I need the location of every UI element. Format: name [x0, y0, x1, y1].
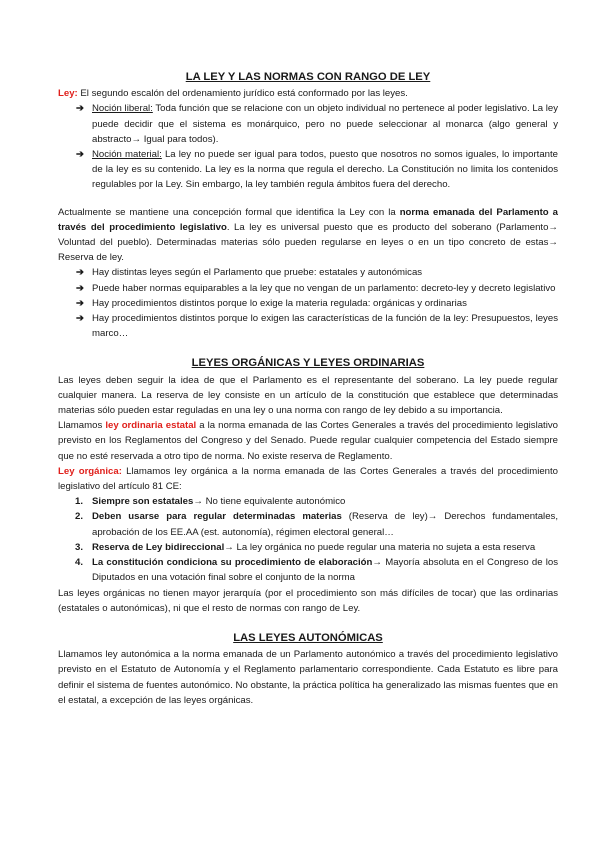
tipos-leyes-list: [58, 265, 558, 341]
nociones-list: [58, 101, 558, 192]
section-title-ley: LA LEY Y LAS NORMAS CON RANGO DE LEY: [185, 71, 431, 83]
list-item: ➔ Hay procedimientos distintos porque lo exigen las características de la función de la ley: Presupuestos, leyes marco…: [76, 313, 558, 340]
ley-ordinaria-paragraph: Llamamos ley ordinaria estatal a la norma emanada de las Cortes Generales a través del procedimiento legislativo previsto en los Reglamentos del Congreso y del Senado. Puede regular cualquier competencia del Estado siempre que no esté reservada a otro tipo de norma. No existe reserva de Reglamento.: [58, 420, 558, 462]
ley-autonomica-paragraph: Llamamos ley autonómica a la norma emanada de un Parlamento autonómico a través del procedimiento legislativo previsto en el Estatuto de Autonomía y el Reglamento parlamentario correspondiente. Cada Estatuto es libre para definir el sistema de fuentes autonómico. No obstante, la práctica política ha generalizado las mismas fuentes que en el estatal, a excepción de las leyes orgánicas.: [58, 649, 558, 706]
document-page: [58, 70, 558, 708]
ley-organica-paragraph: Ley orgánica: Llamamos ley orgánica a la norma emanada de las Cortes Generales a través del procedimiento legislativo del artículo 81 CE:: [58, 465, 558, 493]
concepcion-formal-paragraph: Actualmente se mantiene una concepción formal que identifica la Ley con la norma emanada del Parlamento a través del procedimiento legislativo. La ley es universal puesto que es producto del soberano (Parlamento→ Voluntad del pueblo). Determinadas materias sólo pueden regularse en leyes o en un tipo concreto de estas→ Reserva de ley.: [58, 206, 558, 264]
arrow-bullet-icon: ➔: [76, 282, 85, 294]
list-item: ➔ Hay distintas leyes según el Parlamento que pruebe: estatales y autonómicas: [58, 265, 558, 280]
ley-label: Ley:: [58, 88, 78, 100]
ley-organica-features-list: [58, 494, 558, 585]
ley-intro: Ley: El segundo escalón del ordenamiento jurídico está conformado por las leyes.: [58, 88, 408, 100]
jerarquia-paragraph: Las leyes orgánicas no tienen mayor jerarquía (por el procedimiento son más difíciles de tocar) que las ordinarias (estatales o autonómicas), ni que el resto de normas con rango de Ley.: [58, 587, 558, 614]
list-item: 2. Deben usarse para regular determinadas materias (Reserva de ley)→ Derechos fundamentales, aprobación de los EE.AA (est. autonomía), régimen electoral general…: [75, 511, 558, 538]
section-title-autonomicas: LAS LEYES AUTONÓMICAS: [233, 631, 383, 644]
list-item: 4. La constitución condiciona su procedimiento de elaboración→ Mayoría absoluta en el Congreso de los Diputados en una votación final sobre el conjunto de la norma: [75, 557, 558, 584]
list-item: ➔ Puede haber normas equiparables a la ley que no vengan de un parlamento: decreto-ley y decreto legislativo: [58, 281, 558, 296]
arrow-bullet-icon: ➔: [76, 313, 85, 325]
arrow-bullet-icon: ➔: [76, 297, 85, 309]
section-title-organicas: LEYES ORGÁNICAS Y LEYES ORDINARIAS: [191, 357, 425, 370]
reserva-ley-paragraph: Las leyes deben seguir la idea de que el Parlamento es el representante del soberano. La ley puede regular cualquier manera. La reserva de ley consiste en un artículo de la constitución que establece que determinadas materias sólo pueden estar reguladas en una ley o una norma con rango de ley debido a su importancia.: [58, 374, 558, 417]
list-item: ➔ Noción material: La ley no puede ser igual para todos, puesto que nosotros no somos iguales, lo importante de la ley es su contenido. La ley es la norma que regula el derecho. La Constitución no limita los contenidos regulables por la Ley. Sin embargo, la ley también regula ámbitos fuera del derecho.: [76, 149, 558, 191]
arrow-bullet-icon: ➔: [76, 267, 85, 279]
arrow-bullet-icon: ➔: [76, 149, 85, 161]
list-item: ➔ Noción liberal: Toda función que se relacione con un objeto individual no pertenece al poder legislativo. La ley puede decidir que el sistema es monárquico, pero no puede seleccionar al monarca (algo general y abstracto→ Igual para todos).: [76, 103, 558, 145]
list-item: 3. Reserva de Ley bidireccional→ La ley orgánica no puede regular una materia no sujeta a esta reserva: [75, 541, 536, 553]
arrow-bullet-icon: ➔: [76, 103, 85, 115]
list-item: 1. Siempre son estatales→ No tiene equivalente autonómico: [75, 496, 346, 508]
list-item: ➔ Hay procedimientos distintos porque lo exige la materia regulada: orgánicas y ordinarias: [58, 296, 558, 311]
